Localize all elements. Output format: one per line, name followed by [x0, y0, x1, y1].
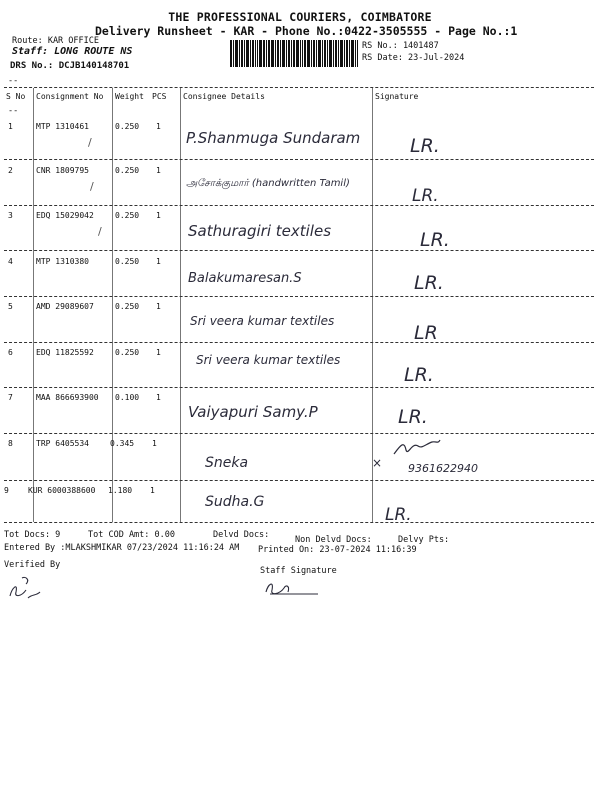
- row-sno: 9: [4, 486, 9, 495]
- row-signature: LR.: [385, 505, 412, 525]
- row-weight: 0.250: [115, 166, 140, 175]
- row-consignee: Sudha.G: [205, 494, 265, 510]
- row-signature: LR.: [420, 229, 450, 251]
- col-header-sno: S No: [6, 92, 26, 101]
- row-consignment: MTP 1310380: [36, 257, 89, 266]
- row-signature: LR.: [398, 406, 428, 428]
- row-consignment: MAA 866693900: [36, 393, 99, 402]
- row-consignment: KUR 6000388600: [28, 486, 96, 495]
- row-consignee: Vaiyapuri Samy.P: [188, 403, 318, 421]
- row-separator: [4, 205, 594, 206]
- drs-number: DRS No.: DCJB140148701: [10, 61, 130, 71]
- row-consignment: AMD 29089607: [36, 302, 94, 311]
- row-consignment: TRP 6405534: [36, 439, 89, 448]
- row-sno: 6: [8, 348, 13, 357]
- row-weight: 0.250: [115, 257, 140, 266]
- row-sno: 7: [8, 393, 13, 402]
- check-mark: /: [90, 180, 94, 193]
- row-signature: LR.: [412, 186, 439, 206]
- row-weight: 0.250: [115, 348, 140, 357]
- staff-signature-label: Staff Signature: [260, 566, 337, 576]
- entered-by: Entered By :MLAKSHMIKAR 07/23/2024 11:16:24 AM: [4, 543, 240, 553]
- row-signature: LR.: [410, 135, 440, 157]
- row-pcs: 1: [156, 393, 161, 402]
- signature-cross-mark: ×: [372, 456, 383, 470]
- separator-dots: --: [8, 106, 19, 116]
- row-signature: 9361622940: [408, 462, 478, 475]
- row-consignment: MTP 1310461: [36, 122, 89, 131]
- row-pcs: 1: [156, 211, 161, 220]
- route-label: Route: KAR OFFICE: [12, 36, 99, 46]
- total-cod-amount: Tot COD Amt: 0.00: [88, 530, 175, 540]
- row-separator: [4, 296, 594, 297]
- row-sno: 2: [8, 166, 13, 175]
- row-sno: 4: [8, 257, 13, 266]
- check-mark: /: [98, 225, 102, 238]
- staff-signature: [262, 576, 322, 598]
- row-consignment: CNR 1809795: [36, 166, 89, 175]
- row-separator: [4, 159, 594, 160]
- total-docs: Tot Docs: 9: [4, 530, 61, 540]
- printed-on: Printed On: 23-07-2024 11:16:39: [258, 545, 417, 555]
- row-pcs: 1: [156, 166, 161, 175]
- row-pcs: 1: [156, 122, 161, 131]
- row-consignee: Sneka: [205, 455, 249, 471]
- header-top-rule: [4, 87, 594, 88]
- row-sno: 5: [8, 302, 13, 311]
- delivered-docs: Delvd Docs:: [213, 530, 270, 540]
- row-signature: LR.: [404, 364, 434, 386]
- row-consignment: EDQ 15029042: [36, 211, 94, 220]
- row-pcs: 1: [156, 348, 161, 357]
- row-pcs: 1: [152, 439, 157, 448]
- signature-scribble: [392, 436, 442, 458]
- column-divider: [112, 88, 113, 522]
- document-title: THE PROFESSIONAL COURIERS, COIMBATORE: [168, 10, 432, 24]
- row-separator: [4, 387, 594, 388]
- row-separator: [4, 250, 594, 251]
- staff-label: Staff: LONG ROUTE NS: [12, 46, 133, 57]
- row-signature: LR: [414, 322, 438, 344]
- rs-number: RS No.: 1401487: [362, 41, 439, 51]
- row-signature: LR.: [414, 272, 444, 294]
- row-weight: 0.250: [115, 211, 140, 220]
- row-sno: 3: [8, 211, 13, 220]
- row-separator: [4, 342, 594, 343]
- col-header-consignee: Consignee Details: [183, 92, 265, 101]
- non-delivered-docs: Non Delvd Docs:: [295, 535, 372, 545]
- row-sno: 8: [8, 439, 13, 448]
- table-bottom-rule: [4, 522, 594, 523]
- document-subtitle: Delivery Runsheet - KAR - Phone No.:0422-3505555 - Page No.:1: [95, 24, 518, 38]
- row-consignee: Sri veera kumar textiles: [196, 353, 341, 367]
- row-consignee: அசோக்குமார் (handwritten Tamil): [186, 178, 350, 189]
- row-sno: 1: [8, 122, 13, 131]
- verified-by-label: Verified By: [4, 560, 61, 570]
- row-weight: 0.100: [115, 393, 140, 402]
- column-divider: [180, 88, 181, 522]
- row-pcs: 1: [156, 257, 161, 266]
- row-weight: 1.180: [108, 486, 133, 495]
- col-header-pcs: PCS: [152, 92, 167, 101]
- row-separator: [4, 480, 594, 481]
- row-consignee: Sathuragiri textiles: [188, 222, 332, 240]
- row-consignee: P.Shanmuga Sundaram: [186, 129, 361, 147]
- row-consignment: EDQ 11825592: [36, 348, 94, 357]
- column-divider: [33, 88, 34, 522]
- col-header-signature: Signature: [375, 92, 419, 101]
- row-separator: [4, 433, 594, 434]
- barcode-image: [230, 40, 358, 67]
- row-consignee: Sri veera kumar textiles: [190, 314, 335, 328]
- row-weight: 0.250: [115, 122, 140, 131]
- col-header-consignment: Consignment No: [36, 92, 104, 101]
- row-weight: 0.345: [110, 439, 135, 448]
- col-header-weight: Weight: [115, 92, 144, 101]
- row-weight: 0.250: [115, 302, 140, 311]
- delivery-points: Delvy Pts:: [398, 535, 450, 545]
- separator-dots: --: [8, 76, 19, 86]
- row-pcs: 1: [150, 486, 155, 495]
- rs-date: RS Date: 23-Jul-2024: [362, 53, 465, 63]
- check-mark: /: [88, 136, 92, 149]
- row-pcs: 1: [156, 302, 161, 311]
- row-consignee: Balakumaresan.S: [188, 271, 302, 286]
- verifier-signature: [4, 570, 44, 602]
